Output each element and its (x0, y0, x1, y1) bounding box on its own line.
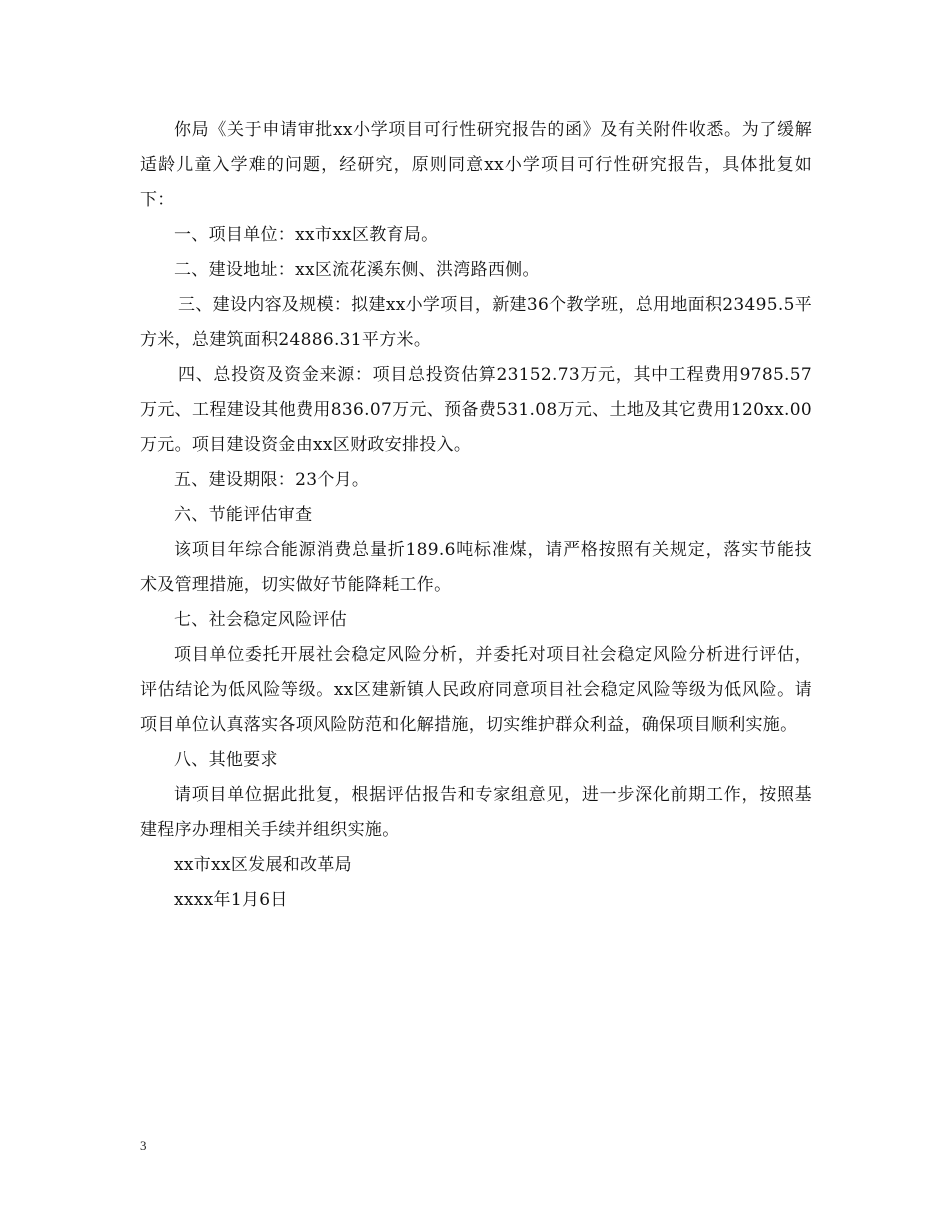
document-body (140, 113, 812, 918)
item-investment: 四、总投资及资金来源：项目总投资估算23152.73万元，其中工程费用9785.57万元、工程建设其他费用836.07万元、预备费531.08万元、土地及其它费用120xx.00万元。项目建设资金由xx区财政安排投入。 (140, 365, 812, 455)
heading-risk-assessment: 七、社会稳定风险评估 (174, 610, 347, 630)
intro-paragraph: 你局《关于申请审批xx小学项目可行性研究报告的函》及有关附件收悉。为了缓解适龄儿童入学难的问题，经研究，原则同意xx小学项目可行性研究报告，具体批复如下： (140, 120, 812, 210)
item-construction-period: 五、建设期限：23个月。 (174, 470, 370, 490)
page-number: 3 (140, 1138, 147, 1153)
item-project-unit: 一、项目单位：xx市xx区教育局。 (174, 225, 439, 245)
issuer-signature: xx市xx区发展和改革局 (174, 855, 352, 875)
heading-energy-review: 六、节能评估审查 (174, 505, 313, 525)
risk-assessment-paragraph: 项目单位委托开展社会稳定风险分析，并委托对项目社会稳定风险分析进行评估，评估结论为低风险等级。xx区建新镇人民政府同意项目社会稳定风险等级为低风险。请项目单位认真落实各项风险防范和化解措施，切实维护群众利益，确保项目顺利实施。 (140, 645, 812, 735)
issue-date: xxxx年1月6日 (174, 890, 288, 910)
item-construction-scale: 三、建设内容及规模：拟建xx小学项目，新建36个教学班，总用地面积23495.5平方米，总建筑面积24886.31平方米。 (140, 295, 812, 350)
item-construction-site: 二、建设地址：xx区流花溪东侧、洪湾路西侧。 (174, 260, 540, 280)
heading-other-requirements: 八、其他要求 (174, 750, 278, 770)
energy-review-paragraph: 该项目年综合能源消费总量折189.6吨标准煤，请严格按照有关规定，落实节能技术及管理措施，切实做好节能降耗工作。 (140, 540, 812, 595)
other-requirements-paragraph: 请项目单位据此批复，根据评估报告和专家组意见，进一步深化前期工作，按照基建程序办理相关手续并组织实施。 (140, 785, 812, 840)
